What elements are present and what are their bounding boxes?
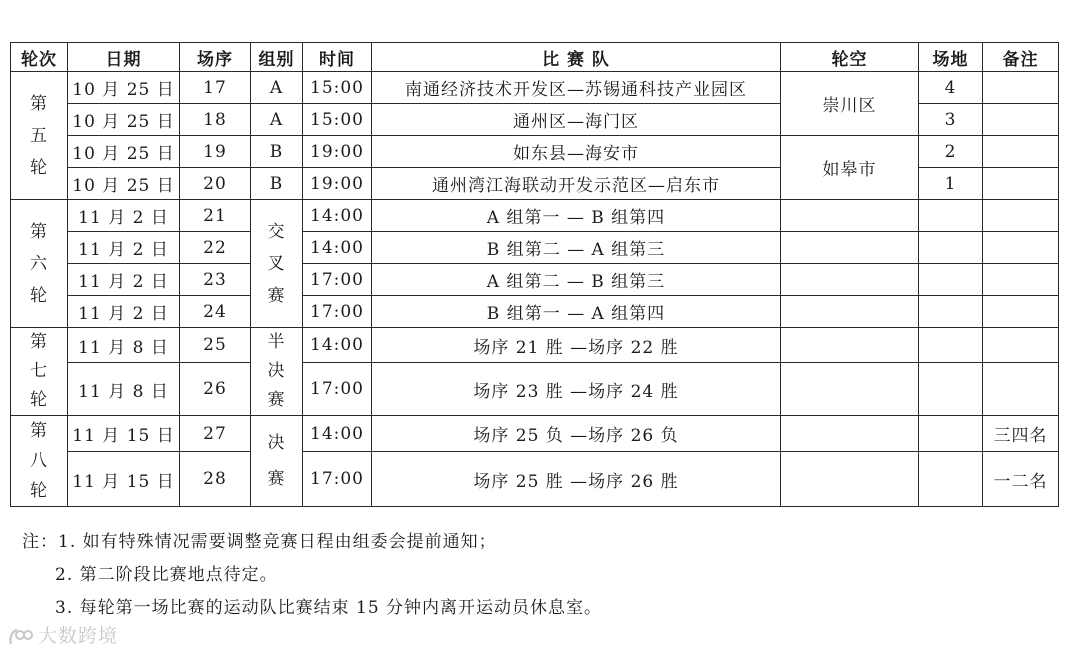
note-cell bbox=[983, 168, 1059, 200]
group-cell: B bbox=[251, 136, 303, 168]
venue-cell bbox=[919, 264, 983, 296]
seq-cell: 24 bbox=[180, 296, 251, 328]
note-cell bbox=[983, 264, 1059, 296]
match-cell: 场序 25 负 —场序 26 负 bbox=[372, 416, 781, 452]
date-cell: 10 月 25 日 bbox=[68, 168, 180, 200]
watermark-text: 大数跨境 bbox=[38, 625, 119, 647]
header-cell: 时间 bbox=[303, 43, 372, 72]
table-row bbox=[11, 264, 1059, 296]
venue-cell bbox=[919, 328, 983, 363]
schedule-table bbox=[10, 42, 1059, 507]
header-cell: 比 赛 队 bbox=[372, 43, 781, 72]
match-cell: B 组第一 — A 组第四 bbox=[372, 296, 781, 328]
time-cell: 14:00 bbox=[303, 200, 372, 232]
header-row bbox=[11, 43, 1059, 72]
note-cell bbox=[983, 136, 1059, 168]
venue-cell bbox=[919, 452, 983, 507]
footnote-3: 3. 每轮第一场比赛的运动队比赛结束 15 分钟内离开运动员休息室。 bbox=[55, 598, 603, 618]
table-row bbox=[11, 452, 1059, 507]
match-cell: 场序 21 胜 —场序 22 胜 bbox=[372, 328, 781, 363]
note-cell bbox=[983, 200, 1059, 232]
bye-cell bbox=[781, 296, 919, 328]
time-cell: 17:00 bbox=[303, 363, 372, 416]
match-cell: 通州湾江海联动开发示范区—启东市 bbox=[372, 168, 781, 200]
table-row bbox=[11, 232, 1059, 264]
header-cell: 轮次 bbox=[11, 43, 68, 72]
date-cell: 11 月 15 日 bbox=[68, 452, 180, 507]
match-cell: A 组第一 — B 组第四 bbox=[372, 200, 781, 232]
header-cell: 场序 bbox=[180, 43, 251, 72]
date-cell: 11 月 2 日 bbox=[68, 264, 180, 296]
round-label: 第 五 轮 bbox=[11, 72, 68, 200]
match-cell: 南通经济技术开发区—苏锡通科技产业园区 bbox=[372, 72, 781, 104]
note-cell bbox=[983, 72, 1059, 104]
note-cell bbox=[983, 296, 1059, 328]
table-row bbox=[11, 328, 1059, 363]
bye-cell bbox=[781, 328, 919, 363]
date-cell: 10 月 25 日 bbox=[68, 136, 180, 168]
match-cell: 场序 25 胜 —场序 26 胜 bbox=[372, 452, 781, 507]
date-cell: 11 月 15 日 bbox=[68, 416, 180, 452]
group-label: 决 赛 bbox=[251, 416, 303, 507]
match-cell: 如东县—海安市 bbox=[372, 136, 781, 168]
bye-cell bbox=[781, 232, 919, 264]
footnote-2: 2. 第二阶段比赛地点待定。 bbox=[55, 565, 278, 585]
footnote-1: 注：1. 如有特殊情况需要调整竞赛日程由组委会提前通知； bbox=[22, 532, 497, 552]
date-cell: 11 月 8 日 bbox=[68, 328, 180, 363]
table-row bbox=[11, 296, 1059, 328]
seq-cell: 26 bbox=[180, 363, 251, 416]
venue-cell bbox=[919, 363, 983, 416]
header-cell: 日期 bbox=[68, 43, 180, 72]
bye-cell: 如皋市 bbox=[781, 136, 919, 200]
time-cell: 17:00 bbox=[303, 296, 372, 328]
time-cell: 17:00 bbox=[303, 452, 372, 507]
table-row bbox=[11, 72, 1059, 104]
header-cell: 场地 bbox=[919, 43, 983, 72]
round-label: 第 六 轮 bbox=[11, 200, 68, 328]
note-cell bbox=[983, 104, 1059, 136]
venue-cell: 4 bbox=[919, 72, 983, 104]
table-row bbox=[11, 363, 1059, 416]
seq-cell: 23 bbox=[180, 264, 251, 296]
date-cell: 11 月 8 日 bbox=[68, 363, 180, 416]
watermark bbox=[8, 621, 118, 648]
group-cell: A bbox=[251, 72, 303, 104]
group-cell: B bbox=[251, 168, 303, 200]
note-cell bbox=[983, 328, 1059, 363]
time-cell: 17:00 bbox=[303, 264, 372, 296]
bye-cell bbox=[781, 363, 919, 416]
header-cell: 组别 bbox=[251, 43, 303, 72]
group-cell: A bbox=[251, 104, 303, 136]
date-cell: 11 月 2 日 bbox=[68, 232, 180, 264]
time-cell: 14:00 bbox=[303, 328, 372, 363]
time-cell: 19:00 bbox=[303, 136, 372, 168]
match-cell: A 组第二 — B 组第三 bbox=[372, 264, 781, 296]
venue-cell: 1 bbox=[919, 168, 983, 200]
seq-cell: 22 bbox=[180, 232, 251, 264]
table-row bbox=[11, 416, 1059, 452]
time-cell: 14:00 bbox=[303, 232, 372, 264]
bye-cell bbox=[781, 200, 919, 232]
watermark-logo-icon bbox=[8, 626, 34, 648]
time-cell: 15:00 bbox=[303, 72, 372, 104]
seq-cell: 21 bbox=[180, 200, 251, 232]
table-row bbox=[11, 200, 1059, 232]
header-cell: 备注 bbox=[983, 43, 1059, 72]
venue-cell bbox=[919, 232, 983, 264]
date-cell: 10 月 25 日 bbox=[68, 72, 180, 104]
date-cell: 11 月 2 日 bbox=[68, 200, 180, 232]
match-cell: 通州区—海门区 bbox=[372, 104, 781, 136]
round-label: 第 七 轮 bbox=[11, 328, 68, 416]
venue-cell bbox=[919, 296, 983, 328]
seq-cell: 27 bbox=[180, 416, 251, 452]
time-cell: 19:00 bbox=[303, 168, 372, 200]
venue-cell: 3 bbox=[919, 104, 983, 136]
seq-cell: 25 bbox=[180, 328, 251, 363]
note-cell: 三四名 bbox=[983, 416, 1059, 452]
venue-cell bbox=[919, 200, 983, 232]
group-label: 交 叉 赛 bbox=[251, 200, 303, 328]
venue-cell: 2 bbox=[919, 136, 983, 168]
round-label: 第 八 轮 bbox=[11, 416, 68, 507]
seq-cell: 17 bbox=[180, 72, 251, 104]
seq-cell: 20 bbox=[180, 168, 251, 200]
bye-cell bbox=[781, 452, 919, 507]
bye-cell bbox=[781, 416, 919, 452]
bye-cell bbox=[781, 264, 919, 296]
seq-cell: 19 bbox=[180, 136, 251, 168]
match-cell: 场序 23 胜 —场序 24 胜 bbox=[372, 363, 781, 416]
note-cell bbox=[983, 363, 1059, 416]
table-row bbox=[11, 136, 1059, 168]
seq-cell: 18 bbox=[180, 104, 251, 136]
time-cell: 15:00 bbox=[303, 104, 372, 136]
note-cell: 一二名 bbox=[983, 452, 1059, 507]
header-cell: 轮空 bbox=[781, 43, 919, 72]
footnotes bbox=[22, 526, 602, 625]
date-cell: 10 月 25 日 bbox=[68, 104, 180, 136]
group-label: 半 决 赛 bbox=[251, 328, 303, 416]
bye-cell: 崇川区 bbox=[781, 72, 919, 136]
note-cell bbox=[983, 232, 1059, 264]
date-cell: 11 月 2 日 bbox=[68, 296, 180, 328]
seq-cell: 28 bbox=[180, 452, 251, 507]
time-cell: 14:00 bbox=[303, 416, 372, 452]
match-cell: B 组第二 — A 组第三 bbox=[372, 232, 781, 264]
venue-cell bbox=[919, 416, 983, 452]
